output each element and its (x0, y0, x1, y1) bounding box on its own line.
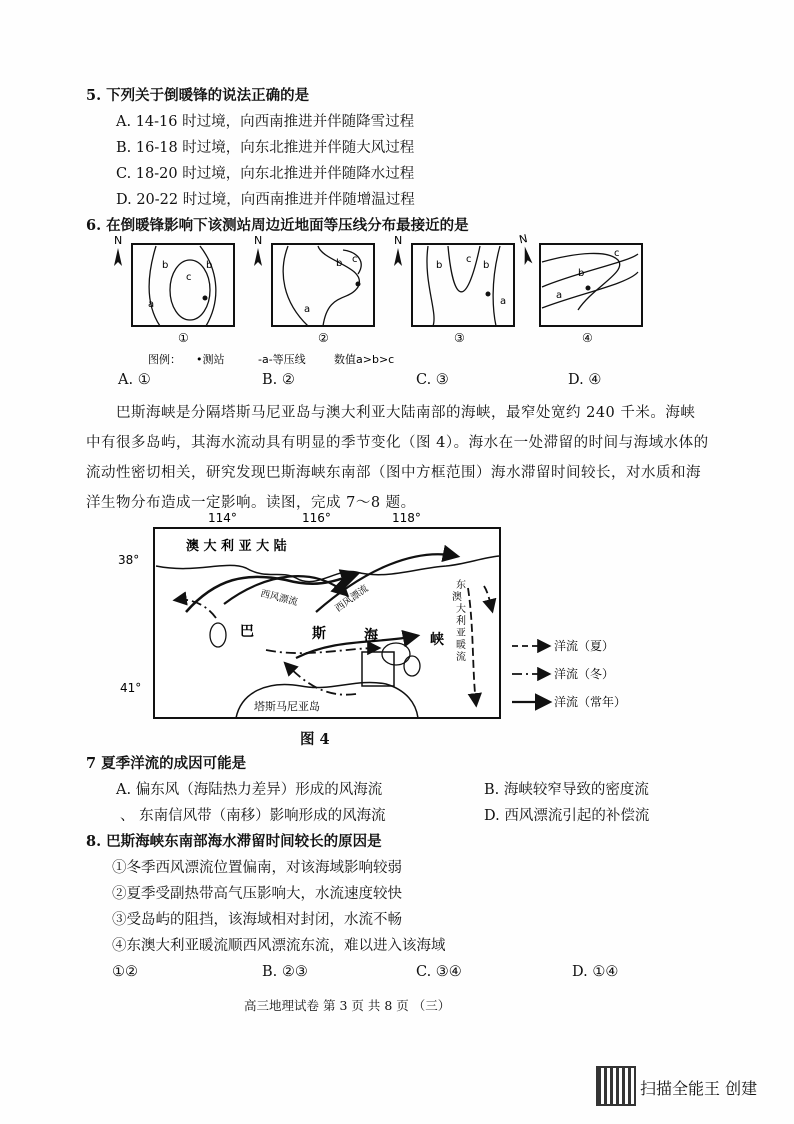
svg-text:114°: 114° (208, 511, 237, 525)
q8-item-3: ③受岛屿的阻挡，该海域相对封闭，水流不畅 (112, 912, 402, 928)
svg-text:斯: 斯 (312, 626, 326, 642)
q7-option-c: 、 东南信风带（南移）影响形成的风海流 (120, 808, 386, 824)
figure-caption: 图 4 (300, 731, 330, 748)
svg-text:暖: 暖 (456, 640, 466, 651)
svg-text:-a-等压线: -a-等压线 (258, 353, 306, 366)
q6-option-d: D. ④ (568, 372, 602, 388)
svg-text:东: 东 (456, 580, 466, 591)
q8-option-c: C. ③④ (416, 964, 462, 980)
svg-text:118°: 118° (392, 511, 421, 525)
svg-text:41°: 41° (120, 681, 142, 695)
isobar-panel-1 (114, 234, 234, 345)
svg-text:峡: 峡 (430, 632, 444, 648)
isobar-panel-3 (394, 234, 514, 345)
svg-text:N: N (254, 234, 263, 247)
page-footer: 高三地理试卷 第 3 页 共 8 页 （三） (244, 998, 451, 1013)
svg-text:N: N (394, 234, 403, 247)
svg-text:116°: 116° (302, 511, 331, 525)
svg-text:④: ④ (582, 331, 593, 345)
svg-text:塔斯马尼亚岛: 塔斯马尼亚岛 (254, 700, 320, 713)
svg-text:b: b (206, 260, 213, 271)
svg-text:海: 海 (364, 628, 378, 644)
svg-text:•测站: •测站 (196, 353, 225, 366)
q7-option-a: A. 偏东风（海陆热力差异）形成的风海流 (116, 782, 383, 798)
north-arrow-icon (518, 232, 533, 265)
svg-text:c: c (614, 248, 620, 259)
q5-option-b: B. 16-18 时过境，向东北推进并伴随大风过程 (116, 140, 415, 156)
north-arrow-icon (254, 234, 262, 266)
svg-text:②: ② (318, 331, 329, 345)
q6-isobar-figure (108, 232, 668, 367)
q6-option-a: A. ① (118, 372, 151, 388)
isobar-panel-4 (518, 232, 642, 345)
svg-text:①: ① (178, 331, 189, 345)
q8-option-a: ①② (112, 964, 138, 980)
svg-text:利: 利 (456, 616, 466, 627)
q5-option-d: D. 20-22 时过境，向西南推进并伴随增温过程 (116, 192, 415, 208)
svg-text:38°: 38° (118, 553, 140, 567)
svg-text:N: N (517, 232, 529, 247)
q8-option-d: D. ①④ (572, 964, 619, 980)
svg-text:西风漂流: 西风漂流 (259, 588, 299, 609)
svg-text:澳 大 利 亚 大 陆: 澳 大 利 亚 大 陆 (186, 539, 287, 554)
svg-text:a: a (500, 296, 507, 307)
q7-option-d: D. 西风漂流引起的补偿流 (484, 808, 650, 824)
qr-code-icon (596, 1066, 636, 1106)
svg-text:c: c (352, 254, 358, 265)
svg-text:流: 流 (456, 652, 466, 663)
svg-text:大: 大 (456, 604, 466, 615)
svg-text:洋流（夏）: 洋流（夏） (554, 639, 615, 653)
svg-text:洋流（冬）: 洋流（冬） (554, 667, 615, 681)
svg-text:b: b (578, 268, 585, 279)
q5-stem: 5. 下列关于倒暖锋的说法正确的是 (86, 87, 310, 104)
q8-item-1: ①冬季西风漂流位置偏南，对该海域影响较弱 (112, 860, 402, 876)
svg-text:c: c (466, 254, 472, 265)
q6-option-b: B. ② (262, 372, 295, 388)
svg-text:洋流（常年）: 洋流（常年） (554, 695, 627, 709)
svg-text:图例：: 图例： (148, 353, 181, 366)
q8-item-4: ④东澳大利亚暖流顺西风漂流东流，难以进入该海域 (112, 938, 446, 954)
q6-stem: 6. 在倒暖锋影响下该测站周边近地面等压线分布最接近的是 (86, 217, 469, 234)
svg-text:b: b (483, 260, 490, 271)
svg-text:a: a (304, 304, 311, 315)
svg-text:c: c (186, 272, 192, 283)
q6-option-c: C. ③ (416, 372, 449, 388)
svg-text:N: N (114, 234, 123, 247)
svg-text:b: b (436, 260, 443, 271)
svg-text:b: b (162, 260, 169, 271)
svg-text:巴: 巴 (240, 624, 254, 640)
svg-text:a: a (148, 299, 155, 310)
isobar-legend (148, 352, 394, 366)
north-arrow-icon (394, 234, 402, 266)
q5-option-a: A. 14-16 时过境，向西南推进并伴随降雪过程 (116, 114, 415, 130)
scanner-watermark: 扫描全能王 创建 (640, 1079, 758, 1098)
north-arrow-icon (114, 234, 122, 266)
svg-text:③: ③ (454, 331, 465, 345)
q8-option-b: B. ②③ (262, 964, 308, 980)
q8-item-2: ②夏季受副热带高气压影响大，水流速度较快 (112, 886, 402, 902)
isobar-panel-2 (254, 234, 374, 345)
svg-text:亚: 亚 (456, 628, 466, 639)
map-legend (512, 638, 626, 709)
q5-option-c: C. 18-20 时过境，向东北推进并伴随降水过程 (116, 166, 415, 182)
q7-option-b: B. 海峡较窄导致的密度流 (484, 782, 649, 798)
bass-strait-map (116, 508, 756, 733)
svg-text:b: b (336, 258, 343, 269)
svg-text:数值a>b>c: 数值a>b>c (334, 353, 395, 366)
q7-stem: 7 夏季洋流的成因可能是 (86, 755, 247, 772)
intro-paragraph: 巴斯海峡是分隔塔斯马尼亚岛与澳大利亚大陆南部的海峡，最窄处宽约 240 千米。海峡中有很多岛屿，其海水流动具有明显的季节变化（图 4）。海水在一处滞留的时间与海域水体的流动性密切相关，研究发现巴斯海峡东南部（图中方框范围）海水滞留时间较长，对水质和海洋生物分布造成一定影响。读图，完成 7～8 题。 (86, 405, 709, 511)
svg-text:西风漂流: 西风漂流 (333, 583, 371, 615)
svg-text:澳: 澳 (452, 592, 462, 603)
q8-stem: 8. 巴斯海峡东南部海水滞留时间较长的原因是 (86, 833, 382, 850)
svg-text:a: a (556, 290, 563, 301)
